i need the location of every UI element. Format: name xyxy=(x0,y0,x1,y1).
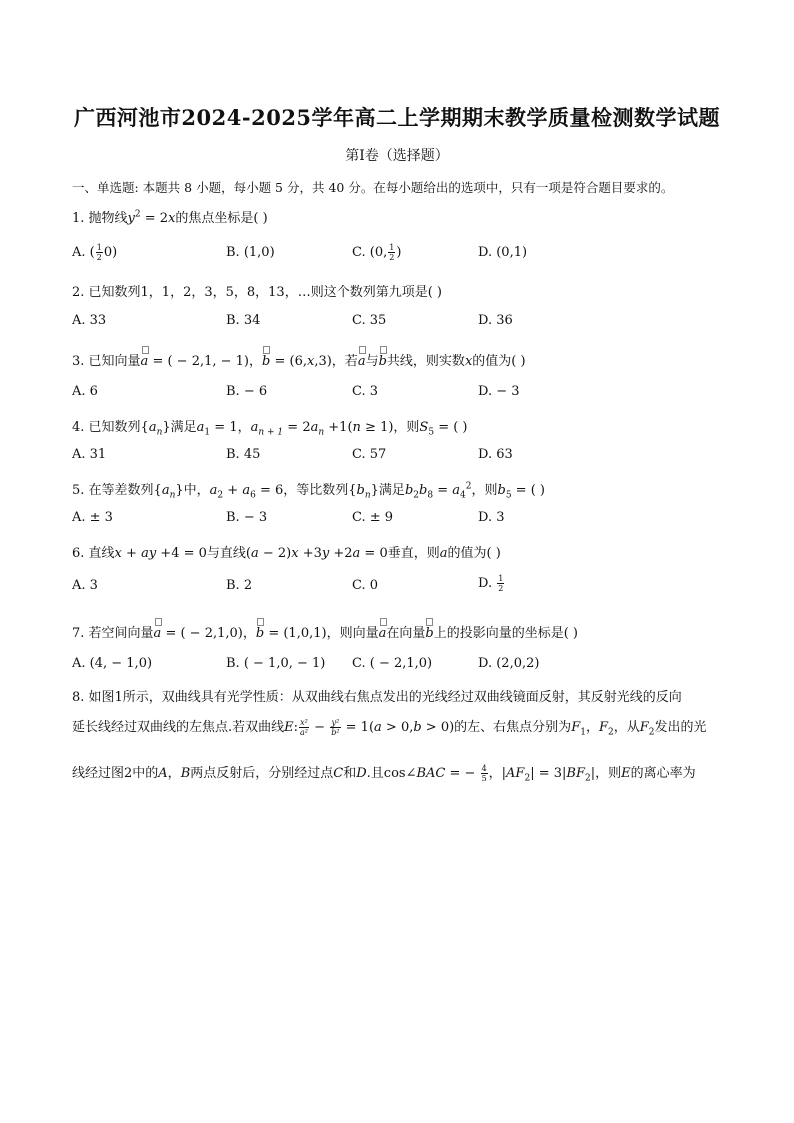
question-8-line-3: 线经过图2中的A，B两点反射后，分别经过点C和D.且cos∠BAC = − $\frac{4}{5}$ ，$|AF_2| = 3|BF_2|$，则E的离心率为 xyxy=(72,764,696,784)
question-3-stem: 3. 已知向量 a = ( − 2,1, − 1)， b = (6,x,3)，若 a与 b共线，则实数x的值为( ) xyxy=(72,350,526,369)
page-title: 广西河池市2024-2025学年高二上学期期末教学质量检测数学试题 xyxy=(73,105,721,130)
question-1-option-a[interactable]: A. ( $\frac{1}{2}$ 0) xyxy=(72,243,118,262)
question-3-option-d[interactable]: D. − 3 xyxy=(478,384,520,399)
vector-b: b xyxy=(379,354,387,369)
question-7-option-d[interactable]: D. (2,0,2) xyxy=(478,656,540,671)
question-4-option-b[interactable]: B. 45 xyxy=(226,447,261,462)
question-4-stem: 4. 已知数列$\{a_n\}$满足$a_1 = 1$，$a_{n + 1} = 2a_n +1(n \ge 1)$，则$S_5$ = ( ) xyxy=(72,420,468,438)
vector-a: a xyxy=(379,626,387,641)
vector-b: b xyxy=(425,626,433,641)
question-8-line-1: 8. 如图1所示，双曲线具有光学性质：从双曲线右焦点发出的光线经过双曲线镜面反射，其反射光线的反向 xyxy=(72,690,682,705)
vector-b: b xyxy=(262,354,270,369)
question-1-stem: 1. 抛物线$y^2 = 2x$的焦点坐标是( ) xyxy=(72,209,268,226)
question-5-option-d[interactable]: D. 3 xyxy=(478,510,505,525)
fraction: $\frac{4}{5}$ xyxy=(481,764,487,783)
question-3-option-c[interactable]: C. 3 xyxy=(352,384,379,399)
section-heading: 一、单选题: 本题共 8 小题，每小题 5 分，共 40 分。在每小题给出的选项中，只有一项是符合题目要求的。 xyxy=(72,180,674,195)
vector-a: a xyxy=(154,626,162,641)
question-4-option-d[interactable]: D. 63 xyxy=(478,447,513,462)
question-2-option-b[interactable]: B. 34 xyxy=(226,313,261,328)
question-6-option-a[interactable]: A. 3 xyxy=(72,578,98,593)
question-7-option-c[interactable]: C. ( − 2,1,0) xyxy=(352,656,433,671)
question-6-option-b[interactable]: B. 2 xyxy=(226,578,253,593)
question-1-option-c[interactable]: C. (0, $\frac{1}{2}$ ) xyxy=(352,243,402,262)
question-7-option-a[interactable]: A. (4, − 1,0) xyxy=(72,656,153,671)
question-7-option-b[interactable]: B. ( − 1,0, − 1) xyxy=(226,656,326,671)
vector-b: b xyxy=(256,626,264,641)
question-5-option-a[interactable]: A. ± 3 xyxy=(72,510,113,525)
question-1-option-b[interactable]: B. (1,0) xyxy=(226,245,275,260)
question-3-option-b[interactable]: B. − 6 xyxy=(226,384,268,399)
question-8-line-2: 延长线经过双曲线的左焦点.若双曲线E: $\frac{\text{x²}}{\text{a²}}$ − $\frac{\text{y²}}{\text{b²}}$ = 1(a > 0,b > 0)的左、右焦点分别为$F_1$，$F_2$，从$F_2$发出的光 xyxy=(72,718,707,738)
fraction: $\frac{1}{2}$ xyxy=(498,574,504,593)
fraction: $\frac{1}{2}$ xyxy=(96,243,102,262)
fraction: $\frac{1}{2}$ xyxy=(389,243,395,262)
vector-a: a xyxy=(358,354,366,369)
question-5-option-b[interactable]: B. − 3 xyxy=(226,510,268,525)
question-2-option-c[interactable]: C. 35 xyxy=(352,313,387,328)
vector-a: a xyxy=(141,354,149,369)
question-1-option-d[interactable]: D. (0,1) xyxy=(478,245,528,260)
fraction: $\frac{\text{y²}}{\text{b²}}$ xyxy=(331,718,340,737)
question-6-stem: 6. 直线x + ay +4 = 0与直线(a − 2)x +3y +2a = 0垂直，则a的值为( ) xyxy=(72,546,501,561)
question-5-stem: 5. 在等差数列$\{a_n\}$中，$a_2 + a_6 = 6$，等比数列$\{b_n\}$满足$b_2b_8 = a_4^2$，则$b_5$ = ( ) xyxy=(72,481,545,501)
question-2-stem: 2. 已知数列1，1，2，3，5，8，13，…则这个数列第九项是( ) xyxy=(72,285,442,300)
question-4-option-c[interactable]: C. 57 xyxy=(352,447,387,462)
question-4-option-a[interactable]: A. 31 xyxy=(72,447,107,462)
section-subtitle: 第I卷（选择题） xyxy=(345,148,449,164)
question-2-option-d[interactable]: D. 36 xyxy=(478,313,513,328)
fraction: $\frac{\text{x²}}{\text{a²}}$ xyxy=(300,718,309,737)
question-2-option-a[interactable]: A. 33 xyxy=(72,313,107,328)
question-6-option-d[interactable]: D. $\frac{1}{2}$ xyxy=(478,574,504,593)
question-6-option-c[interactable]: C. 0 xyxy=(352,578,379,593)
question-3-option-a[interactable]: A. 6 xyxy=(72,384,98,399)
question-5-option-c[interactable]: C. ± 9 xyxy=(352,510,394,525)
question-7-stem: 7. 若空间向量 a = ( − 2,1,0)， b = (1,0,1)，则向量 a在向量 b上的投影向量的坐标是( ) xyxy=(72,622,578,641)
